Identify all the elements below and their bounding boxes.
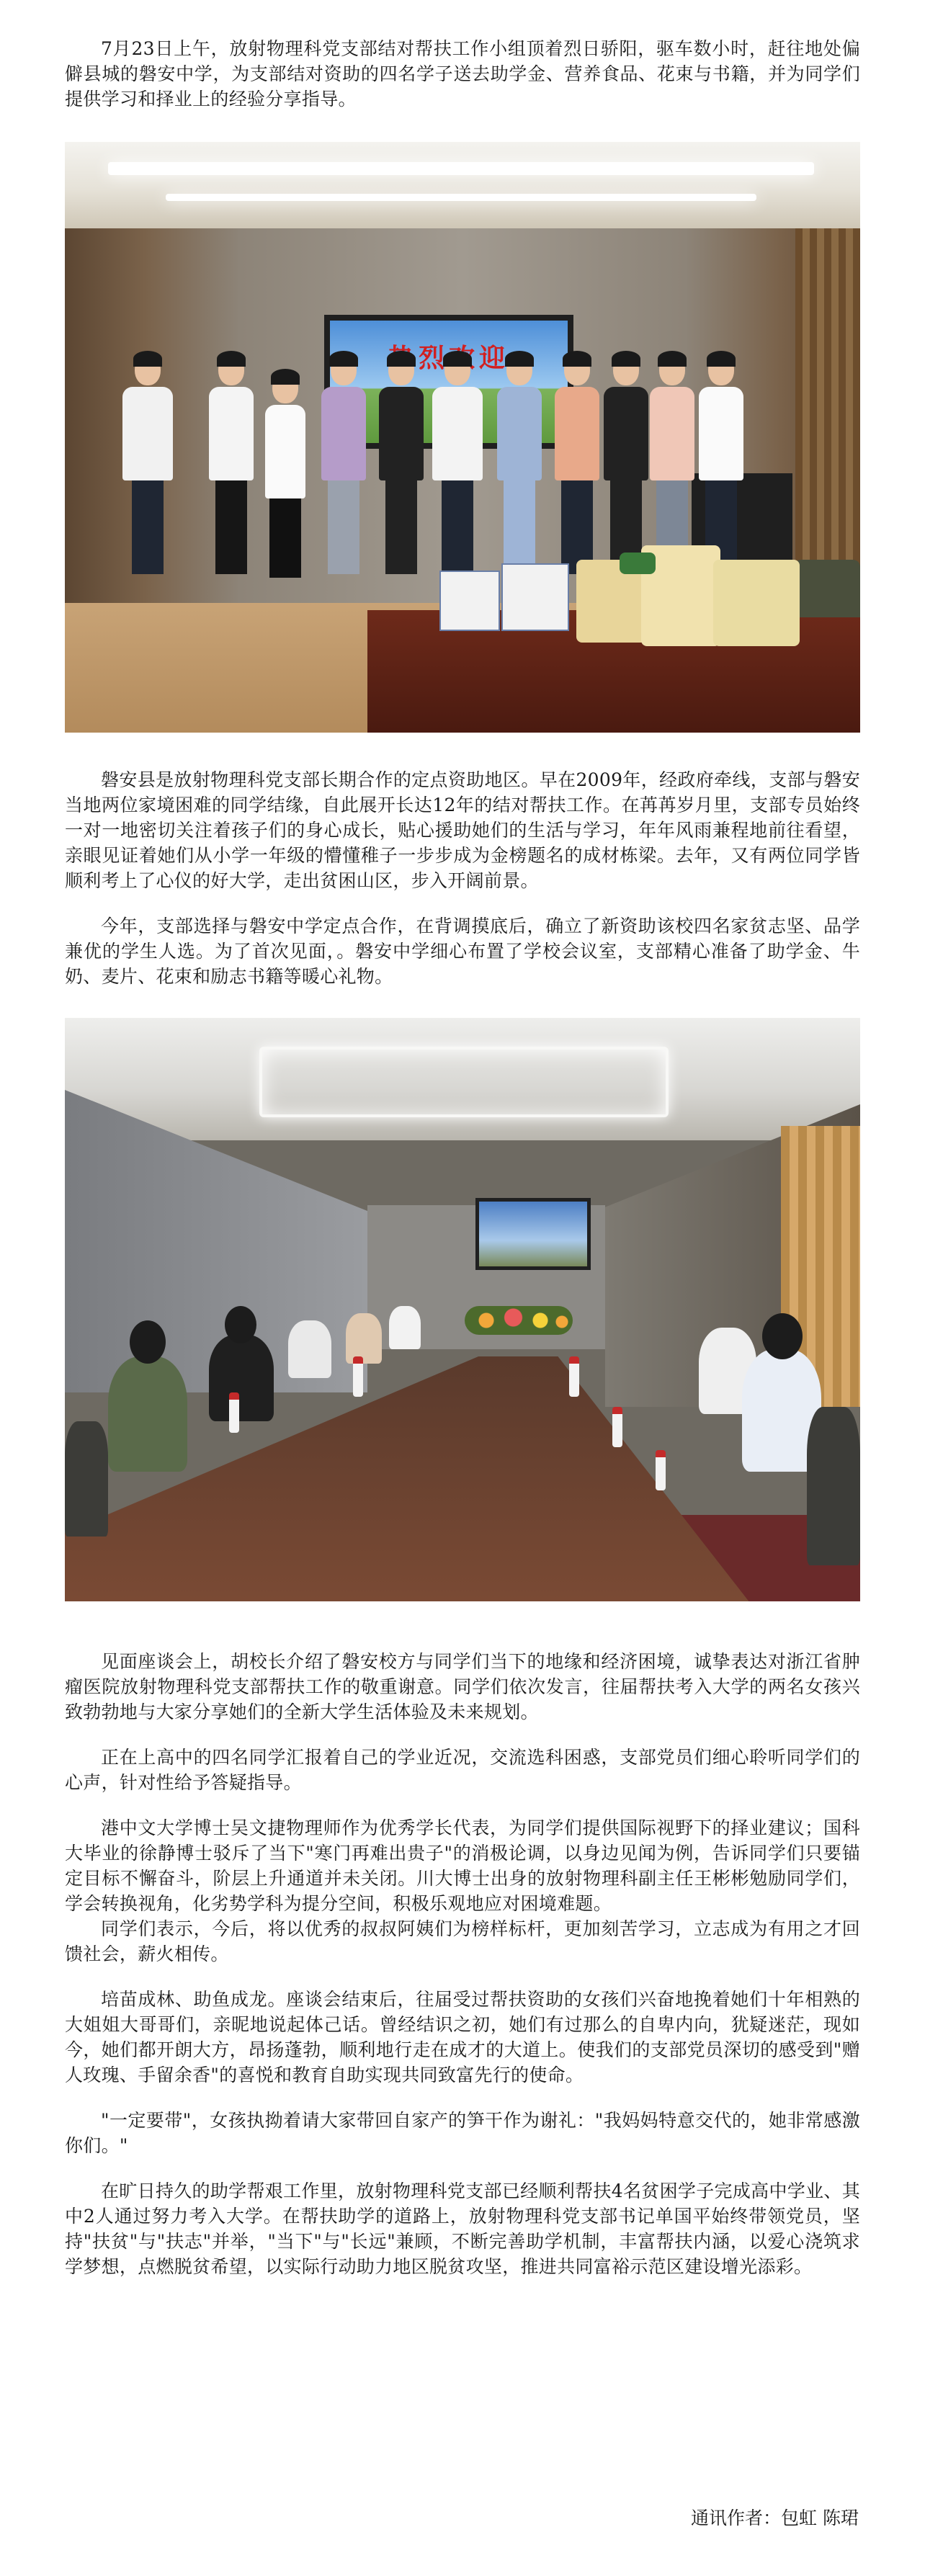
water-bottle xyxy=(229,1392,239,1433)
ceiling-shape xyxy=(65,1018,860,1140)
chair-shape xyxy=(794,560,860,617)
tv-screen xyxy=(475,1198,591,1270)
ceiling-light xyxy=(166,194,756,201)
paragraph-students-pledge: 同学们表示，今后，将以优秀的叔叔阿姨们为榜样标杆，更加刻苦学习，立志成为有用之才回馈社会，薪火相传。 xyxy=(65,1918,860,1964)
person-figure xyxy=(225,1306,256,1343)
paragraph-preparation: 今年，支部选择与磐安中学定点合作，在背调摸底后，确立了新资助该校四名家贫志坚、品学兼优的学生人选。为了首次见面，。磐安中学细心布置了学校会议室，支部精心准备了助学金、牛奶、麦片、花束和励志书籍等暖心礼物。 xyxy=(65,916,860,987)
water-bottle xyxy=(656,1450,666,1490)
person-figure xyxy=(122,354,173,574)
person-figure xyxy=(130,1320,166,1364)
chair-shape xyxy=(65,1421,108,1537)
ceiling-light xyxy=(259,1047,669,1117)
paragraph-summary: 在旷日持久的助学帮艰工作里，放射物理科党支部已经顺利帮扶4名贫困学子完成高中学业、其中2人通过努力考入大学。在帮扶助学的道路上，放射物理科党支部书记单国平始终带领党员，坚持"扶贫"与"扶志"并举，"当下"与"长远"兼顾，不断完善助学机制，丰富帮扶内涵，以爱心浇筑求学梦想，点燃脱贫希望，以实际行动助力地区脱贫攻坚，推进共同富裕示范区建设增光添彩。 xyxy=(65,2181,860,2277)
curtain-shape xyxy=(795,228,860,603)
person-figure xyxy=(209,1335,274,1421)
paragraph-gift: "一定要带"，女孩执拗着请大家带回自家产的笋干作为谢礼："我妈妈特意交代的，她非常感激你们。" xyxy=(65,2110,860,2156)
milk-boxes xyxy=(439,563,569,635)
person-figure xyxy=(209,354,254,574)
person-figure xyxy=(288,1320,331,1378)
flower-centerpiece xyxy=(465,1306,573,1335)
person-figure xyxy=(762,1313,803,1359)
ceiling-shape xyxy=(65,142,860,228)
person-figure xyxy=(699,354,743,574)
paragraph-background: 磐安县是放射物理科党支部长期合作的定点资助地区。早在2009年，经政府牵线，支部与磐安当地两位家境困难的同学结缘，自此展开长达12年的结对帮扶工作。在苒苒岁月里，支部专员始终一对一地密切关注着孩子们的身心成长，贴心援助她们的生活与学习，年年风雨兼程地前往看望，亲眼见证着她们从小学一年级的懵懂稚子一步步成为金榜题名的成材栋梁。去年，又有两位同学皆顺利考上了心仪的好大学，走出贫困山区，步入开阔前景。 xyxy=(65,769,860,891)
person-figure xyxy=(379,354,424,574)
person-figure xyxy=(555,354,599,574)
person-figure xyxy=(650,354,694,574)
paragraph-intro: 7月23日上午，放射物理科党支部结对帮扶工作小组顶着烈日骄阳，驱车数小时，赶往地处偏僻县城的磐安中学，为支部结对资助的四名学子送去助学金、营养食品、花束与书籍，并为同学们提供学习和择业上的经验分享指导。 xyxy=(65,38,860,109)
paragraph-students-report: 正在上高中的四名同学汇报着自己的学业近况，交流选科困惑，支部党员们细心聆听同学们的心声，针对性给予答疑指导。 xyxy=(65,1747,860,1793)
paragraph-advice: 港中文大学博士吴文捷物理师作为优秀学长代表，为同学们提供国际视野下的择业建议；国科大毕业的徐静博士驳斥了当下"寒门再难出贵子"的消极论调，以身边见闻为例，告诉同学们只要锚定目标不懈奋斗，阶层上升通道并未关闭。川大博士出身的放射物理科副主任王彬彬勉励同学们，学会转换视角，化劣势学科为提分空间，积极乐观地应对困境难题。 xyxy=(65,1817,860,1914)
person-figure xyxy=(389,1306,421,1349)
water-bottle xyxy=(569,1356,579,1397)
ceiling-light xyxy=(108,162,814,175)
person-figure xyxy=(604,354,648,574)
person-figure xyxy=(346,1313,382,1364)
person-figure xyxy=(432,354,483,574)
person-figure xyxy=(497,354,542,574)
chair-shape xyxy=(807,1407,860,1565)
group-photo-image xyxy=(65,142,860,733)
meeting-photo-image xyxy=(65,1018,860,1601)
person-figure xyxy=(321,354,366,574)
byline: 通讯作者：包虹 陈珺 xyxy=(691,2508,859,2528)
person-figure xyxy=(108,1356,187,1472)
paragraph-growth: 培苗成林、助鱼成龙。座谈会结束后，往届受过帮扶资助的女孩们兴奋地挽着她们十年相熟的大姐姐大哥哥们，亲昵地说起体己话。曾经结识之初，她们有过那么的自卑内向，犹疑迷茫，现如今，她们都开朗大方，昂扬蓬勃，顺利地行走在成才的大道上。使我们的支部党员深切的感受到"赠人玫瑰、手留余香"的喜悦和教育自助实现共同致富先行的使命。 xyxy=(65,1989,860,2085)
paragraph-meeting: 见面座谈会上，胡校长介绍了磐安校方与同学们当下的地缘和经济困境，诚挚表达对浙江省肿瘤医院放射物理科党支部帮扶工作的敬重谢意。同学们依次发言，往届帮扶考入大学的两名女孩兴致勃勃地与大家分享她们的全新大学生活体验及未来规划。 xyxy=(65,1651,860,1722)
water-bottle xyxy=(353,1356,363,1397)
water-bottle xyxy=(612,1407,622,1447)
gift-bags xyxy=(576,545,800,646)
article-body xyxy=(65,36,860,2279)
person-figure xyxy=(265,372,305,578)
